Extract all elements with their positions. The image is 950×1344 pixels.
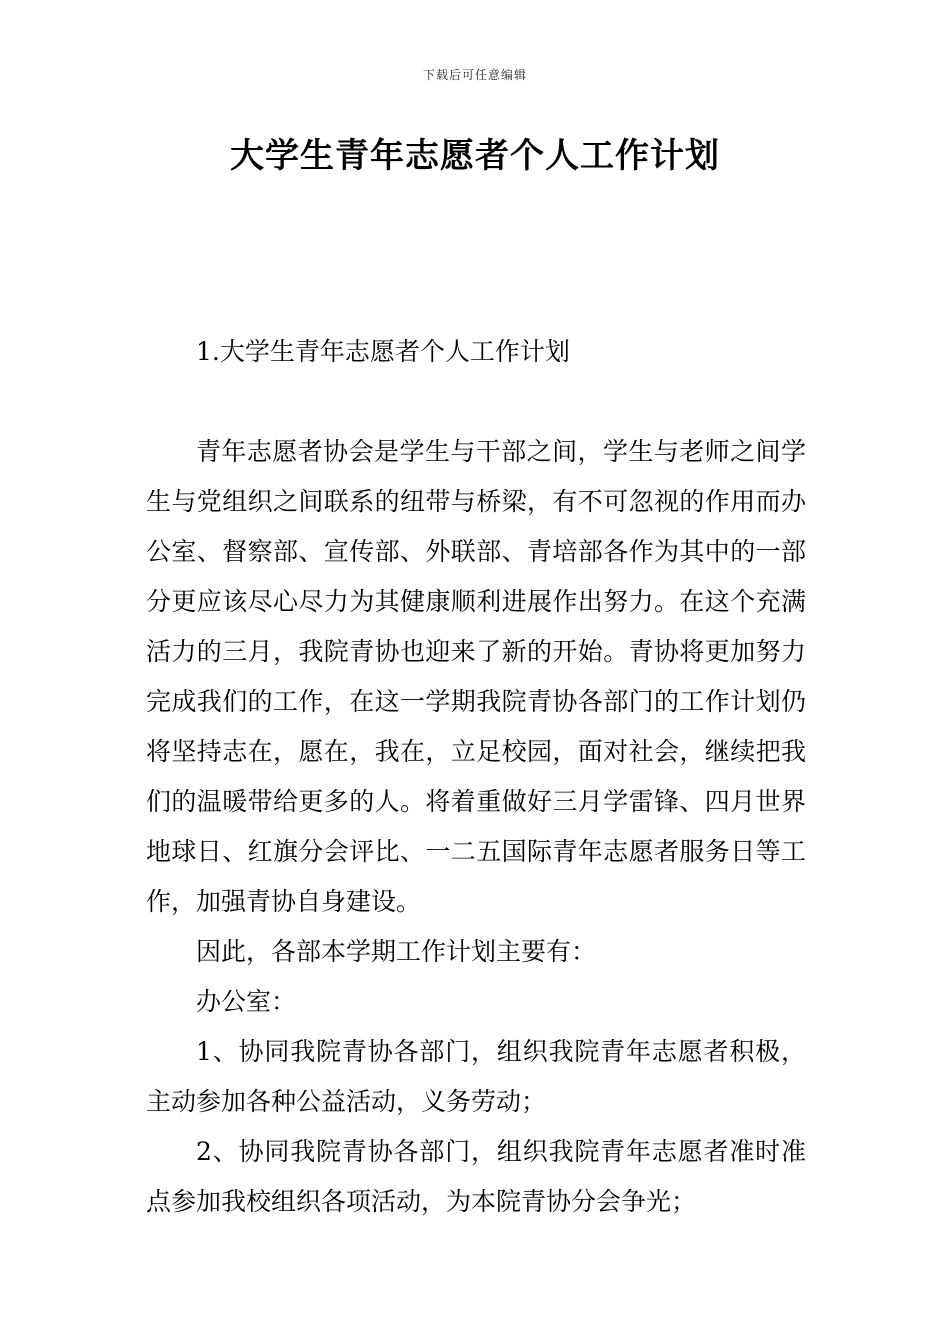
document-body [146, 327, 806, 1227]
document-title: 大学生青年志愿者个人工作计划 [230, 136, 720, 176]
body-paragraph: 2、协同我院青协各部门，组织我院青年志愿者准时准点参加我校组织各项活动，为本院青协分会争光； [146, 1137, 806, 1216]
section-heading: 1.大学生青年志愿者个人工作计划 [196, 337, 570, 366]
header-note: 下载后可任意编辑 [422, 68, 527, 82]
body-paragraph: 办公室： [196, 987, 297, 1016]
body-paragraph: 1、协同我院青协各部门，组织我院青年志愿者积极，主动参加各种公益活动，义务劳动； [146, 1037, 806, 1116]
body-paragraph: 因此，各部本学期工作计划主要有： [196, 937, 597, 966]
body-paragraph: 青年志愿者协会是学生与干部之间，学生与老师之间学生与党组织之间联系的纽带与桥梁，有不可忽视的作用而办公室、督察部、宣传部、外联部、青培部各作为其中的一部分更应该尽心尽力为其健康顺利进展作出努力。在这个充满活力的三月，我院青协也迎来了新的开始。青协将更加努力完成我们的工作，在这一学期我院青协各部门的工作计划仍将坚持志在，愿在，我在，立足校园，面对社会，继续把我们的温暖带给更多的人。将着重做好三月学雷锋、四月世界地球日、红旗分会评比、一二五国际青年志愿者服务日等工作，加强青协自身建设。 [146, 437, 806, 916]
